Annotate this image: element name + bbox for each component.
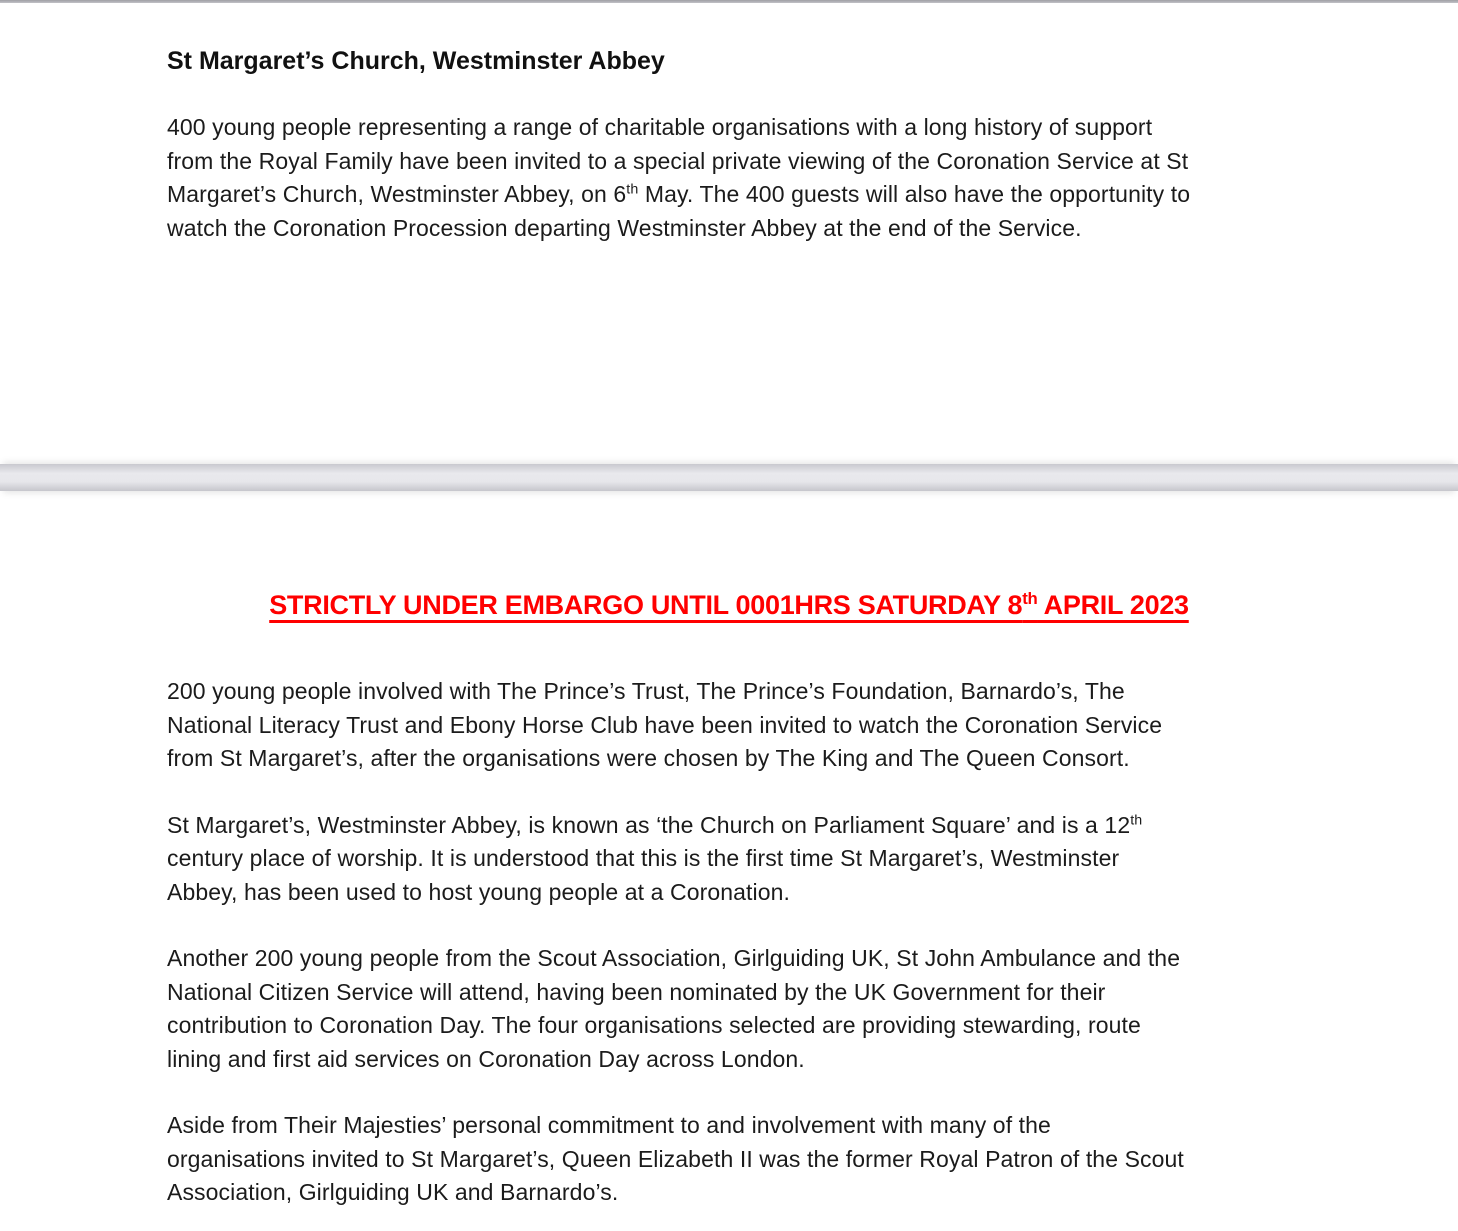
paragraph-royal-patronage: Aside from Their Majesties’ personal commitment to and involvement with many of the organisations invited to St Margaret’s, Queen Elizabeth II was the former Royal Patron of the Scout Association, Girlguiding UK and Barnardo’s. (167, 1112, 1184, 1205)
paragraph-nominated-orgs: Another 200 young people from the Scout Association, Girlguiding UK, St John Ambulance and the National Citizen Service will attend, having been nominated by the UK Government for their contribution to Coronation Day. The four organisations selected are providing stewarding, route lining and first aid services on Coronation Day across London. (167, 945, 1181, 1072)
paragraph-church-history: St Margaret’s, Westminster Abbey, is known as ‘the Church on Parliament Square’ and is a 12th century place of worship. It is understood that this is the first time St Margaret’s, Westminster Abbey, has been used to host young people at a Coronation. (167, 811, 1143, 905)
section-heading: St Margaret’s Church, Westminster Abbey (167, 47, 665, 75)
page2-text-block (0, 675, 1458, 1210)
page-1 (0, 3, 1458, 464)
page-2 (0, 585, 1458, 1231)
page-separator (0, 464, 1458, 491)
embargo-heading: STRICTLY UNDER EMBARGO UNTIL 0001HRS SATURDAY 8th APRIL 2023 (269, 589, 1189, 620)
paragraph-guests: 200 young people involved with The Prince’s Trust, The Prince’s Foundation, Barnardo’s, The National Literacy Trust and Ebony Horse Club have been invited to watch the Coronation Service from St Margaret’s, after the organisations were chosen by The King and The Queen Consort. (167, 678, 1163, 771)
paragraph-page1: 400 young people representing a range of charitable organisations with a long history of support from the Royal Family have been invited to a special private viewing of the Coronation Service at St Margaret’s Church, Westminster Abbey, on 6th May. The 400 guests will also have the opportunity to watch the Coronation Procession departing Westminster Abbey at the end of the Service. (167, 114, 1191, 241)
